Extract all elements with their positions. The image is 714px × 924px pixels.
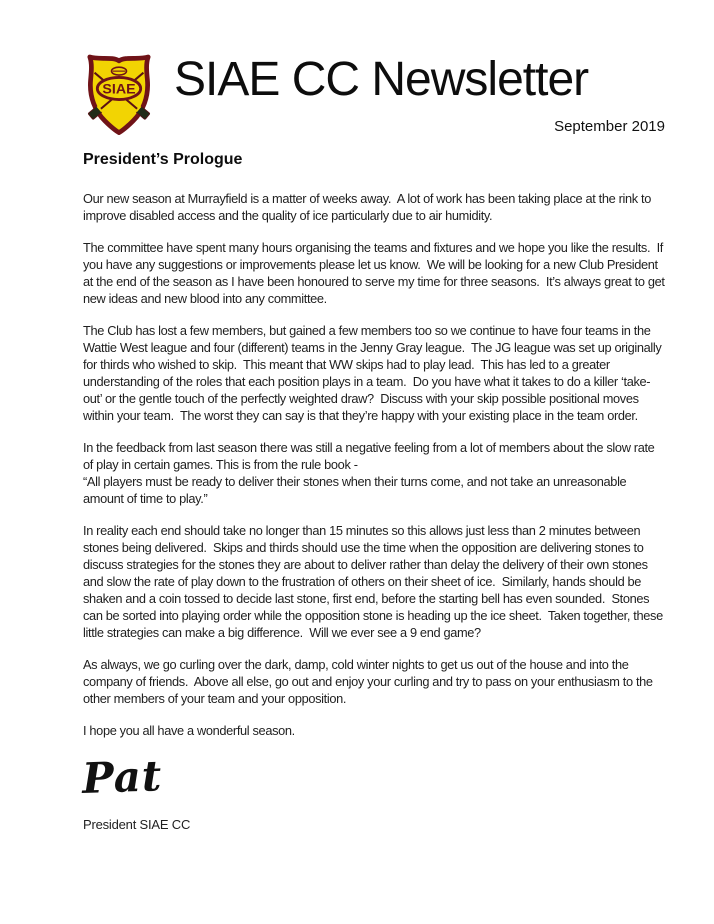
- crest-monogram: SIAE: [102, 81, 136, 98]
- paragraph: The committee have spent many hours organising the teams and fixtures and we hope you like the results. If you have any suggestions or improvements please let us know. We will be looking for a new Club President at the end of the season as I have been honoured to serve my time for three seasons. It’s always great to get new ideas and new blood into any committee.: [83, 240, 668, 306]
- handwritten-signature: Pat: [81, 751, 164, 803]
- paragraph: The Club has lost a few members, but gained a few members too so we continue to have four teams in the Wattie West league and four (different) teams in the Jenny Gray league. The JG league was set up originally for thirds who wished to skip. This meant that WW skips had to play lead. This has led to a greater understanding of the roles that each position plays in a team. Do you have what it takes to do a killer ‘take-out’ or the gentle touch of the perfectly weighted draw? Discuss with your skip possible positional moves within your team. The worst they can say is that they’re happy with your existing place in the team order.: [83, 323, 665, 423]
- paragraph: I hope you all have a wonderful season.: [83, 723, 295, 738]
- article: [83, 151, 667, 832]
- article-body: [83, 190, 667, 739]
- newsletter-title: SIAE CC Newsletter: [174, 53, 589, 106]
- shield-icon: [79, 53, 159, 135]
- curling-stone-icon: [112, 67, 127, 75]
- paragraph: In the feedback from last season there was still a negative feeling from a lot of members about the slow rate of play in certain games. This is from the rule book -: [83, 440, 658, 472]
- signatory-role: President SIAE CC: [83, 817, 191, 832]
- paragraph: In reality each end should take no longer than 15 minutes so this allows just less than 2 minutes between stones being delivered. Skips and thirds should use the time when the opposition are delivering stones to discuss strategies for the stones they are about to deliver rather than delay the delivery of their own stones and slow the rate of play down to the frustration of others on their sheet of ice. Similarly, hands should be shaken and a coin tossed to decide last stone, first end, before the starting bell has even sounded. Stones can be sorted into playing order while the opposition stone is heading up the ice sheet. Taken together, these little strategies can make a big difference. Will we ever see a 9 end game?: [83, 523, 667, 640]
- paragraph: Our new season at Murrayfield is a matter of weeks away. A lot of work has been taking place at the rink to improve disabled access and the quality of ice particularly due to air humidity.: [83, 191, 655, 223]
- paragraph: As always, we go curling over the dark, damp, cold winter nights to get us out of the house and into the company of friends. Above all else, go out and enjoy your curling and try to pass on your enthusiasm to the other members of your team and your opposition.: [83, 657, 656, 706]
- article-heading: President’s Prologue: [83, 151, 243, 168]
- rulebook-quote: “All players must be ready to deliver their stones when their turns come, and not take an unreasonable amount of time to play.”: [83, 474, 630, 506]
- club-crest-logo: [79, 53, 159, 135]
- issue-date: September 2019: [554, 118, 665, 135]
